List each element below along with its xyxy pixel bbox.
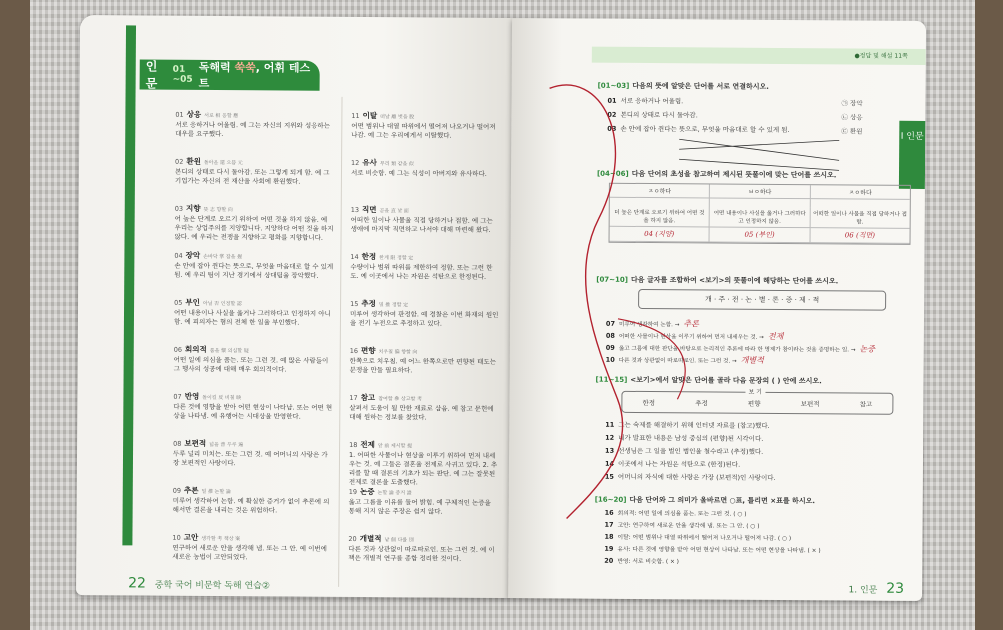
vocab-entry bbox=[174, 345, 334, 375]
match-option: ㉠ 장악 bbox=[841, 99, 863, 108]
question-item bbox=[607, 125, 789, 135]
question-item bbox=[607, 97, 683, 107]
vocab-definition: 1. 어떠한 사물이나 현상을 이루기 위하여 먼저 내세우는 것. 예 그들은 결혼을 전제로 사귀고 있다. 2. 추리를 할 때 결론의 기초가 되는 판단. 예 그는 잘못된 전제로 결론을 도출했다. bbox=[348, 450, 498, 487]
question-item bbox=[605, 447, 763, 457]
section-01-03: [01~03] 다음의 뜻에 알맞은 단어를 서로 연결하시오. bbox=[597, 81, 769, 91]
question-number: 02 bbox=[607, 110, 617, 119]
question-number: 03 bbox=[607, 124, 617, 133]
vocab-term: 부인 bbox=[185, 297, 200, 307]
table-body-row bbox=[610, 206, 910, 229]
table-head-cell: ㅈㅇ하다 bbox=[610, 184, 710, 199]
vocab-term: 반영 bbox=[184, 391, 200, 401]
vocab-term: 지향 bbox=[185, 203, 201, 213]
question-text: 미루어 생각하여 논함. → bbox=[618, 321, 680, 329]
vocab-definition: 어떠한 일이나 사물을 직접 당하거나 접함. 예 그는 생애에 마지막 직면하고 나서야 대해 마련해 왔다. bbox=[350, 215, 493, 234]
vocab-entry bbox=[349, 393, 499, 423]
question-item bbox=[605, 460, 740, 470]
vocab-number: 05 bbox=[174, 298, 183, 307]
vocab-number: 06 bbox=[173, 345, 183, 354]
vocab-number: 17 bbox=[349, 393, 358, 403]
vocab-definition: 수량이나 범위 따위를 제한하여 정함. 또는 그런 한도. 예 이곳에서 나는 자원은 석탄으로 한정된다. bbox=[350, 262, 493, 281]
vocab-hanja: 곧을 直 낯 面 bbox=[379, 208, 409, 215]
question-number: 14 bbox=[604, 459, 615, 468]
vocab-entry bbox=[350, 299, 500, 329]
handwritten-answer: 논증 bbox=[859, 344, 876, 354]
vocab-definition: 어떤 범위나 대열 따위에서 떨어져 나오거나 떨어져 나감. 예 그는 우리에게서 이탈했다. bbox=[351, 121, 496, 140]
vocab-hanja: 아닐 否 인정할 認 bbox=[202, 300, 242, 308]
vocab-definition: 다른 것과 상관없이 따로따로인. 또는 그런 것. 예 이 책은 개별적 연구를 종합 정리한 것이다. bbox=[348, 544, 495, 563]
vocab-hanja: 넓을 普 두루 遍 bbox=[209, 441, 244, 449]
vocab-term: 보편적 bbox=[184, 438, 207, 448]
question-text: 어떠한 사물이나 현상을 이루기 위하여 먼저 내세우는 것. → bbox=[618, 333, 764, 341]
question-number: 11 bbox=[605, 420, 615, 429]
vocab-entry bbox=[351, 111, 501, 141]
vocab-entry bbox=[350, 346, 500, 376]
vocab-hanja: 앞 前 제시할 提 bbox=[377, 443, 412, 450]
vocab-hanja: 떠날 離 벗을 脫 bbox=[380, 114, 415, 121]
vocab-definition: 미루어 생각하여 논함. 예 확실한 증거가 없이 추론에 의해서만 결론을 내리는 것은 위험하다. bbox=[172, 496, 330, 515]
vocab-term: 이탈 bbox=[362, 111, 378, 121]
question-text: 고안: 연구하여 새로운 안을 생각해 냄. 또는 그 안. ( ○ ) bbox=[617, 522, 760, 530]
question-item bbox=[605, 509, 747, 520]
column-divider bbox=[338, 97, 342, 587]
table-body-cell: 어떤 내용이나 사실을 옳거나 그러하다고 인정하지 않음. bbox=[710, 206, 810, 228]
vocab-definition: 어떤 일에 의심을 품는. 또는 그런 것. 예 많은 사람들이 그 행사의 성공에 대해 매우 회의적이다. bbox=[173, 355, 329, 374]
vocab-hanja: 돌아올 還 으뜸 元 bbox=[203, 159, 243, 167]
vocab-entry bbox=[173, 392, 333, 422]
vocab-hanja: 논할 論 증거 證 bbox=[377, 490, 412, 497]
vocab-definition: 서로 비슷함. 예 그는 식성이 아버지와 유사하다. bbox=[350, 168, 487, 178]
question-text: 반영: 서로 비슷함. ( × ) bbox=[617, 558, 679, 566]
table-surface-left bbox=[0, 0, 30, 630]
vocab-number: 09 bbox=[172, 486, 182, 495]
vocab-number: 01 bbox=[175, 110, 184, 119]
bogi-word: 편향 bbox=[747, 399, 761, 408]
bogi-word: 참고 bbox=[859, 400, 873, 409]
question-item bbox=[605, 434, 763, 444]
question-number: 16 bbox=[604, 508, 614, 517]
question-text: 네가 발표한 내용은 남성 중심의 (편향)된 시각이다. bbox=[618, 433, 764, 443]
vocab-term: 참고 bbox=[360, 393, 376, 403]
vocab-definition: 한쪽으로 치우침. 예 어느 한쪽으로만 편향된 태도는 분쟁을 만들 필요하다. bbox=[349, 356, 497, 375]
chapter-side-tab: I 인문 bbox=[899, 121, 925, 189]
question-item bbox=[605, 421, 770, 431]
vocab-entry bbox=[175, 204, 335, 243]
right-page bbox=[508, 18, 926, 601]
right-page-number: 23 bbox=[886, 580, 905, 597]
section-11-15: [11~15] <보기>에서 알맞은 단어를 골라 다음 문장의 ( ) 안에 쓰시오. bbox=[595, 375, 822, 386]
question-number: 13 bbox=[605, 446, 615, 455]
vocab-entry bbox=[350, 252, 500, 282]
vocab-number: 10 bbox=[172, 533, 181, 542]
vocab-definition: 옳고 그름을 이유를 들어 밝힘. 예 구체적인 논증을 통해 지지 않은 주장은 쉽지 않다. bbox=[348, 497, 491, 516]
bogi-word: 한정 bbox=[642, 398, 656, 407]
vocab-entry bbox=[172, 533, 332, 563]
tag-title: 독해력 쑥쑥, 어휘 테스트 bbox=[198, 60, 311, 90]
vocab-number: 07 bbox=[173, 392, 182, 401]
vocab-entry bbox=[349, 487, 499, 517]
table-answer-row bbox=[610, 227, 910, 244]
question-number: 09 bbox=[605, 343, 615, 352]
table-body-cell: 더 높은 단계로 오르기 위하여 어떤 것을 하지 않음. bbox=[610, 206, 710, 228]
vocab-term: 고안 bbox=[183, 532, 199, 542]
vocab-definition: 연구하여 새로운 안을 생각해 냄. 또는 그 안. 예 이번에 새로운 농법이 고안되었다. bbox=[172, 543, 327, 562]
right-header-band bbox=[592, 47, 926, 65]
vocab-term: 회의적 bbox=[185, 344, 207, 354]
vocab-number: 12 bbox=[351, 158, 360, 168]
vocab-hanja: 서로 相 응할 應 bbox=[204, 112, 239, 120]
right-footer bbox=[849, 580, 905, 596]
vocab-number: 19 bbox=[348, 487, 358, 496]
question-text: 유사: 다른 것에 영향을 받아 어떤 현상이 나타남. 또는 어떤 현상을 나타냄. ( × ) bbox=[617, 546, 821, 555]
question-text: 손 안에 잡아 쥔다는 뜻으로, 무엇을 마음대로 할 수 있게 됨. bbox=[620, 124, 790, 135]
question-item bbox=[604, 533, 791, 544]
vocab-hanja: 품을 懷 의심할 疑 bbox=[209, 347, 249, 355]
vocab-definition: 손 안에 잡아 쥔다는 뜻으로, 무엇을 마음대로 할 수 있게 됨. 예 우리 팀이 지난 경기에서 상대팀을 장악했다. bbox=[174, 261, 334, 280]
tag-category: 인문 bbox=[145, 59, 158, 91]
vocab-term: 한정 bbox=[361, 252, 377, 262]
question-number: 18 bbox=[604, 532, 614, 541]
match-option: ㉢ 환원 bbox=[841, 127, 863, 136]
table-head-cell: ㅂㅇ하다 bbox=[710, 184, 810, 199]
vocab-entry bbox=[348, 534, 498, 564]
vocab-hanja: 낱 個 다를 別 bbox=[384, 537, 414, 544]
vocab-definition: 다른 것에 영향을 받아 어떤 현상이 나타남. 또는 어떤 현상을 나타냄. 예 유행어는 시대상을 반영한다. bbox=[173, 402, 333, 421]
handwritten-answer: 전제 bbox=[767, 331, 784, 341]
vocab-entry bbox=[173, 439, 333, 469]
bogi-word: 보편적 bbox=[800, 399, 820, 408]
left-footer bbox=[128, 575, 270, 592]
left-page-number: 22 bbox=[128, 575, 147, 592]
question-number: 01 bbox=[607, 96, 617, 105]
vocab-number: 11 bbox=[351, 111, 360, 121]
vocab-term: 유사 bbox=[362, 158, 377, 168]
section-16-20: [16~20] 다음 단어와 그 의미가 올바르면 ○표, 틀리면 ×표를 하시오. bbox=[594, 495, 816, 506]
question-item bbox=[606, 319, 699, 331]
vocab-entry bbox=[174, 298, 334, 328]
vocab-hanja: 밀 推 논할 論 bbox=[201, 488, 231, 496]
question-text: 이곳에서 나는 자원은 석탄으로 (한정)된다. bbox=[617, 459, 741, 469]
question-number: 12 bbox=[605, 433, 615, 442]
question-item bbox=[604, 545, 820, 557]
table-surface-right bbox=[975, 0, 1003, 630]
vocab-number: 14 bbox=[350, 252, 359, 262]
vocab-term: 개별적 bbox=[359, 534, 382, 544]
handwritten-answer: 추론 bbox=[683, 319, 699, 329]
vocab-definition: 어떤 내용이나 사실을 옳거나 그러하다고 인정하지 아니함. 예 피의자는 혐의 전체 한 일을 부인했다. bbox=[173, 308, 331, 327]
vocab-hanja: 밀 推 정할 定 bbox=[378, 302, 409, 309]
syllable-box: 개 · 주 · 전 · 논 · 별 · 론 · 증 · 제 · 적 bbox=[638, 289, 886, 311]
green-margin-bar bbox=[122, 25, 136, 545]
vocab-term: 추론 bbox=[184, 485, 199, 495]
question-number: 19 bbox=[604, 544, 614, 553]
question-item bbox=[604, 557, 679, 568]
question-number: 15 bbox=[604, 472, 614, 481]
vocab-term: 논증 bbox=[360, 487, 375, 497]
question-item bbox=[606, 343, 875, 356]
question-number: 07 bbox=[605, 319, 616, 328]
vocab-number: 18 bbox=[349, 440, 358, 450]
open-workbook bbox=[76, 15, 926, 617]
vocab-hanja: 한계 限 정할 定 bbox=[379, 255, 414, 262]
vocab-hanja: 치우칠 偏 향할 向 bbox=[378, 349, 418, 356]
vocab-entry bbox=[175, 110, 335, 140]
vocab-hanja: 손바닥 掌 잡을 握 bbox=[203, 253, 243, 261]
bogi-label: 보 기 bbox=[745, 387, 765, 396]
vocab-term: 장악 bbox=[185, 250, 201, 260]
vocab-definition: 두루 널리 미치는. 또는 그런 것. 예 어머니의 사랑은 가장 보편적인 사랑이다. bbox=[172, 449, 328, 468]
left-footer-text: 중학 국어 비문학 독해 연습② bbox=[154, 580, 271, 592]
handwritten-answer: 개별적 bbox=[740, 355, 764, 365]
question-text: 회의적: 어떤 일에 의심을 품는. 또는 그런 것. ( ○ ) bbox=[617, 510, 747, 518]
vocab-definition: 본디의 상태로 다시 돌아감. 또는 그렇게 되게 함. 예 그 기업가는 자신의 전 재산을 사회에 환원했다. bbox=[174, 167, 330, 186]
vocab-hanja: 돌이킬 反 비칠 映 bbox=[202, 394, 242, 402]
vocab-entry bbox=[175, 157, 335, 187]
vocab-number: 03 bbox=[174, 204, 184, 213]
question-number: 17 bbox=[604, 520, 614, 529]
tag-number: 01 ~05 bbox=[172, 64, 193, 85]
section-04-06: [04~06] 다음 단어의 초성을 참고하여 제시된 뜻풀이에 맞는 단어를 쓰시오. bbox=[596, 169, 837, 180]
question-text: 다른 것과 상관없이 따로따로인. 또는 그런 것. → bbox=[618, 357, 737, 365]
question-text: 선생님은 그 일을 벌인 범인을 철수라고 (추정)했다. bbox=[618, 446, 764, 456]
question-number: 10 bbox=[605, 355, 615, 364]
question-item bbox=[607, 111, 697, 121]
vocab-hanja: 생각할 考 책상 案 bbox=[201, 535, 241, 543]
question-number: 20 bbox=[604, 556, 614, 565]
vocab-definition: 어 높은 단계로 오르기 위하여 어떤 것을 하지 않음. 예 우리는 상업주의를 지양합니다. 지양하다 어떤 것을 하지 않다. 예 우리는 전쟁을 지향하고 평화를 지향합니다. bbox=[174, 214, 334, 242]
question-item bbox=[606, 355, 764, 367]
bogi-word: 추정 bbox=[695, 398, 708, 407]
section-tag bbox=[140, 59, 320, 90]
question-text: 본디의 상태로 다시 돌아감. bbox=[620, 110, 698, 120]
vocab-entry bbox=[351, 205, 501, 235]
question-text: 옳고 그름에 대한 판단을 바탕으로 논리적인 추론에 따라 한 명제가 참이라는 것을 증명하는 일. → bbox=[618, 345, 856, 354]
vocab-number: 15 bbox=[350, 299, 359, 309]
question-text: 이탈: 어떤 범위나 대열 따위에서 떨어져 나오거나 떨어져 나감. ( ○ ) bbox=[617, 534, 792, 543]
vocab-hanja: 무리 類 같을 似 bbox=[379, 161, 414, 168]
initials-table bbox=[609, 183, 911, 245]
vocab-number: 20 bbox=[348, 534, 357, 543]
vocab-entry bbox=[349, 440, 499, 488]
vocab-term: 환원 bbox=[186, 156, 201, 166]
vocab-definition: 서로 응하거나 어울림. 예 그는 자신의 지위와 성응하는 대우를 요구했다. bbox=[175, 120, 331, 139]
vocab-term: 전제 bbox=[360, 440, 375, 450]
table-head-cell: ㅈㅇ하다 bbox=[810, 185, 909, 200]
table-answer-cell: 06 (직면) bbox=[810, 228, 909, 244]
vocab-definition: 미루어 생각하여 판정함. 예 경찰은 이번 화재의 원인을 전기 누전으로 추정하고 있다. bbox=[349, 309, 499, 328]
question-item bbox=[605, 473, 776, 483]
question-number: 08 bbox=[605, 331, 615, 340]
vocab-definition: 살펴서 도움이 될 만한 재료로 삼음. 예 참고 문헌에 대해 원하는 정보를 찾았다. bbox=[349, 403, 494, 422]
answer-key-ref: ●정답 및 해설 11쪽 bbox=[854, 52, 908, 60]
left-page bbox=[76, 15, 512, 598]
vocab-number: 02 bbox=[175, 157, 184, 166]
vocab-number: 08 bbox=[173, 439, 182, 448]
vocab-hanja: 뜻 志 향할 向 bbox=[203, 206, 233, 214]
question-text: 서로 응하거나 어울림. bbox=[620, 96, 684, 106]
section-07-10: [07~10] 다음 글자를 조합하여 <보기>의 뜻풀이에 해당하는 단어를 쓰시오. bbox=[596, 275, 839, 286]
vocab-number: 04 bbox=[174, 251, 183, 260]
vocab-hanja: 참여할 參 상고할 考 bbox=[378, 396, 422, 403]
table-body-cell: 어떠한 일이나 사물을 직접 당하거나 접함. bbox=[810, 207, 909, 229]
table-answer-cell: 05 (부인) bbox=[710, 227, 810, 243]
vocab-entry bbox=[173, 486, 333, 516]
vocab-number: 16 bbox=[349, 346, 359, 356]
table-answer-cell: 04 (지양) bbox=[610, 227, 710, 243]
vocab-term: 추정 bbox=[361, 299, 376, 309]
tag-title-highlight: 쑥쑥 bbox=[234, 61, 256, 75]
question-text: 어머니의 자식에 대한 사랑은 가장 (보편적)인 사랑이다. bbox=[617, 472, 776, 482]
match-option: ㉡ 상응 bbox=[841, 113, 863, 122]
question-text: 그는 숙제를 해결하기 위해 인터넷 자료를 (참고)했다. bbox=[618, 420, 770, 430]
vocab-number: 13 bbox=[350, 205, 360, 215]
question-item bbox=[605, 521, 760, 532]
vocab-term: 직면 bbox=[361, 205, 377, 215]
vocab-entry bbox=[351, 158, 501, 179]
vocab-entry bbox=[174, 251, 334, 281]
right-footer-text: 1. 인문 bbox=[848, 585, 878, 596]
vocab-term: 편향 bbox=[361, 346, 376, 356]
question-item bbox=[606, 331, 784, 343]
vocab-term: 상응 bbox=[186, 109, 202, 119]
